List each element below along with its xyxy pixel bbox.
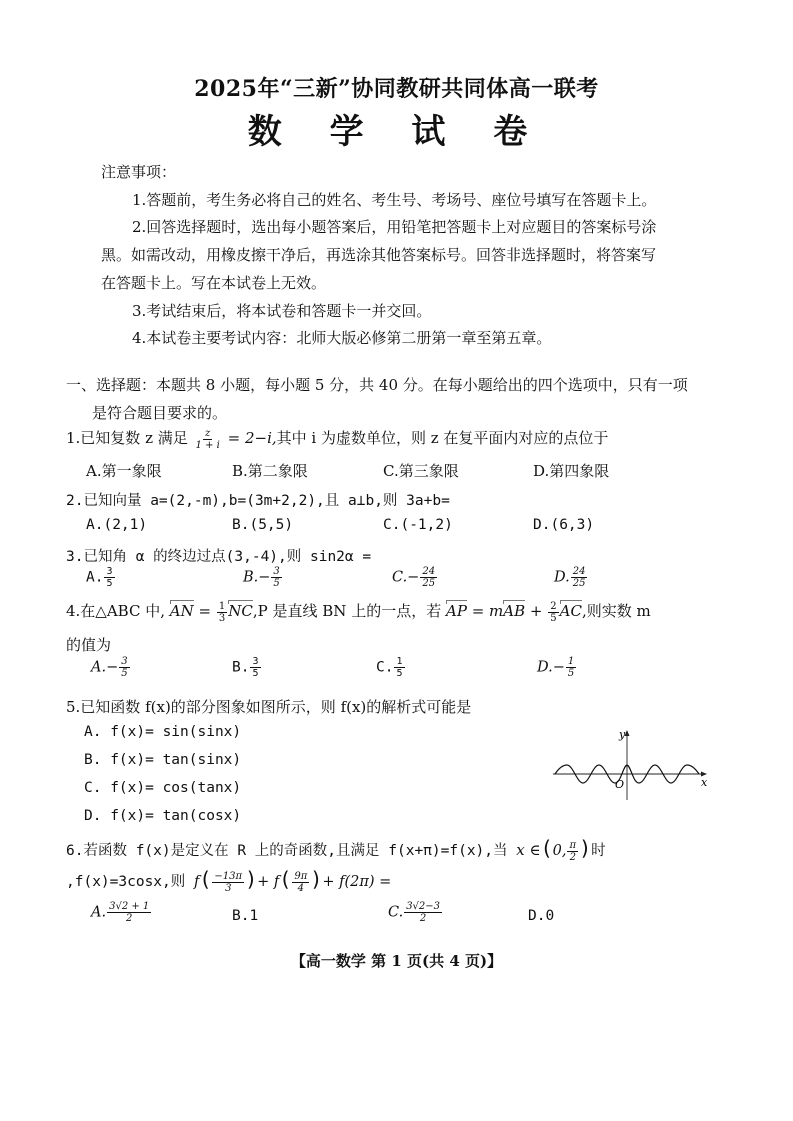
question-1-option-d: D.第四象限 bbox=[533, 462, 610, 480]
vector-ab: AB bbox=[503, 602, 526, 620]
question-3-option-c: C.− $\frac{24}{25}$ bbox=[392, 566, 436, 589]
y-axis-arrow bbox=[625, 730, 630, 736]
question-3-stem: 3.已知角 α 的终边过点(3,-4),则 sin2α = bbox=[66, 549, 372, 565]
notice-item-1: 1.答题前，考生务必将自己的姓名、考生号、考场号、座位号填写在答题卡上。 bbox=[132, 191, 657, 209]
question-6-stem-line-2: ,f(x)=3cosx,则 f( $\frac{-13\pi}{3}$ )+ f( $\frac{9\pi}{4}$ )+ f(2π) = bbox=[66, 867, 392, 894]
question-4-stem-line-2: 的值为 bbox=[66, 636, 112, 654]
question-2-option-c: C.(-1,2) bbox=[383, 517, 453, 533]
y-axis-label: y bbox=[619, 728, 626, 741]
question-4-option-d: D.− $\frac{1}{5}$ bbox=[537, 656, 575, 679]
question-4-option-c: C. $\frac{1}{5}$ bbox=[376, 656, 403, 679]
vector-ac: AC bbox=[559, 602, 582, 620]
question-5-option-a: A. f(x)= sin(sinx) bbox=[84, 724, 242, 740]
notice-item-3: 3.考试结束后，将本试卷和答题卡一并交回。 bbox=[132, 302, 432, 320]
question-5-option-b: B. f(x)= tan(sinx) bbox=[84, 752, 242, 768]
question-6-option-d: D.0 bbox=[528, 908, 555, 924]
question-5-stem: 5.已知函数 f(x)的部分图象如图所示，则 f(x)的解析式可能是 bbox=[66, 698, 472, 716]
exam-subtitle: 数 学 试 卷 bbox=[247, 112, 546, 152]
function-graph bbox=[553, 724, 713, 804]
question-1-option-a: A.第一象限 bbox=[86, 462, 162, 480]
notice-item-2-line-3: 在答题卡上。写在本试卷上无效。 bbox=[101, 274, 327, 292]
vector-nc: NC bbox=[228, 602, 253, 620]
question-6-stem: 6.若函数 f(x)是定义在 R 上的奇函数,且满足 f(x+π)=f(x),当 x ∈(0, $\frac{\pi}{2}$ )时 bbox=[66, 836, 606, 863]
question-6-option-a: A. $\frac{3√2 + 1}{2}$ bbox=[91, 901, 150, 924]
notice-item-2-line-1: 2.回答选择题时，选出每小题答案后，用铅笔把答题卡上对应题目的答案标号涂 bbox=[132, 218, 657, 236]
question-1-option-b: B.第二象限 bbox=[232, 462, 308, 480]
notice-heading: 注意事项： bbox=[101, 163, 177, 181]
question-5-option-c: C. f(x)= cos(tanx) bbox=[84, 780, 242, 796]
question-3-option-d: D. $\frac{24}{25}$ bbox=[554, 566, 586, 589]
question-1-option-c: C.第三象限 bbox=[383, 462, 459, 480]
question-2-option-a: A.(2,1) bbox=[86, 517, 148, 533]
vector-ap: AP bbox=[445, 602, 467, 620]
question-1-stem: 1.已知复数 z 满足 $\frac{z}{1 + i}$ = 2−i,其中 i 为虚数单位，则 z 在复平面内对应的点位于 bbox=[66, 427, 609, 451]
question-4-option-b: B. $\frac{3}{5}$ bbox=[232, 656, 259, 679]
question-6-option-b: B.1 bbox=[232, 908, 259, 924]
question-5-option-d: D. f(x)= tan(cosx) bbox=[84, 808, 242, 824]
vector-an: AN bbox=[169, 602, 194, 620]
section-1-heading: 一、选择题：本题共 8 小题，每小题 5 分，共 40 分。在每小题给出的四个选项中，只有一项 bbox=[66, 376, 688, 394]
question-4-option-a: A.− $\frac{3}{5}$ bbox=[91, 656, 128, 679]
question-3-option-b: B.− $\frac{3}{5}$ bbox=[243, 566, 280, 589]
question-2-stem: 2.已知向量 a=(2,-m),b=(3m+2,2),且 a⊥b,则 3a+b= bbox=[66, 493, 450, 509]
question-2-option-b: B.(5,5) bbox=[232, 517, 294, 533]
notice-item-2-line-2: 黑。如需改动，用橡皮擦干净后，再选涂其他答案标号。回答非选择题时，将答案写 bbox=[101, 246, 657, 264]
question-3-option-a: A. $\frac{3}{5}$ bbox=[86, 566, 113, 589]
origin-label: O bbox=[615, 778, 625, 791]
question-4-stem: 4.在△ABC 中, AN = $\frac{1}{3}$ NC,P 是直线 BN 上的一点，若 AP = mAB + $\frac{2}{5}$ AC,则实数 m bbox=[66, 600, 651, 624]
question-2-option-d: D.(6,3) bbox=[533, 517, 595, 533]
page-footer: 【高一数学 第 1 页(共 4 页)】 bbox=[290, 952, 503, 970]
x-axis-label: x bbox=[701, 776, 708, 789]
question-6-option-c: C. $\frac{3√2-3}{2}$ bbox=[388, 901, 441, 924]
exam-title: 2025年“三新”协同教研共同体高一联考 bbox=[194, 76, 599, 102]
section-1-heading-line-2: 是符合题目要求的。 bbox=[92, 404, 228, 422]
notice-item-4: 4.本试卷主要考试内容：北师大版必修第二册第一章至第五章。 bbox=[132, 329, 552, 347]
